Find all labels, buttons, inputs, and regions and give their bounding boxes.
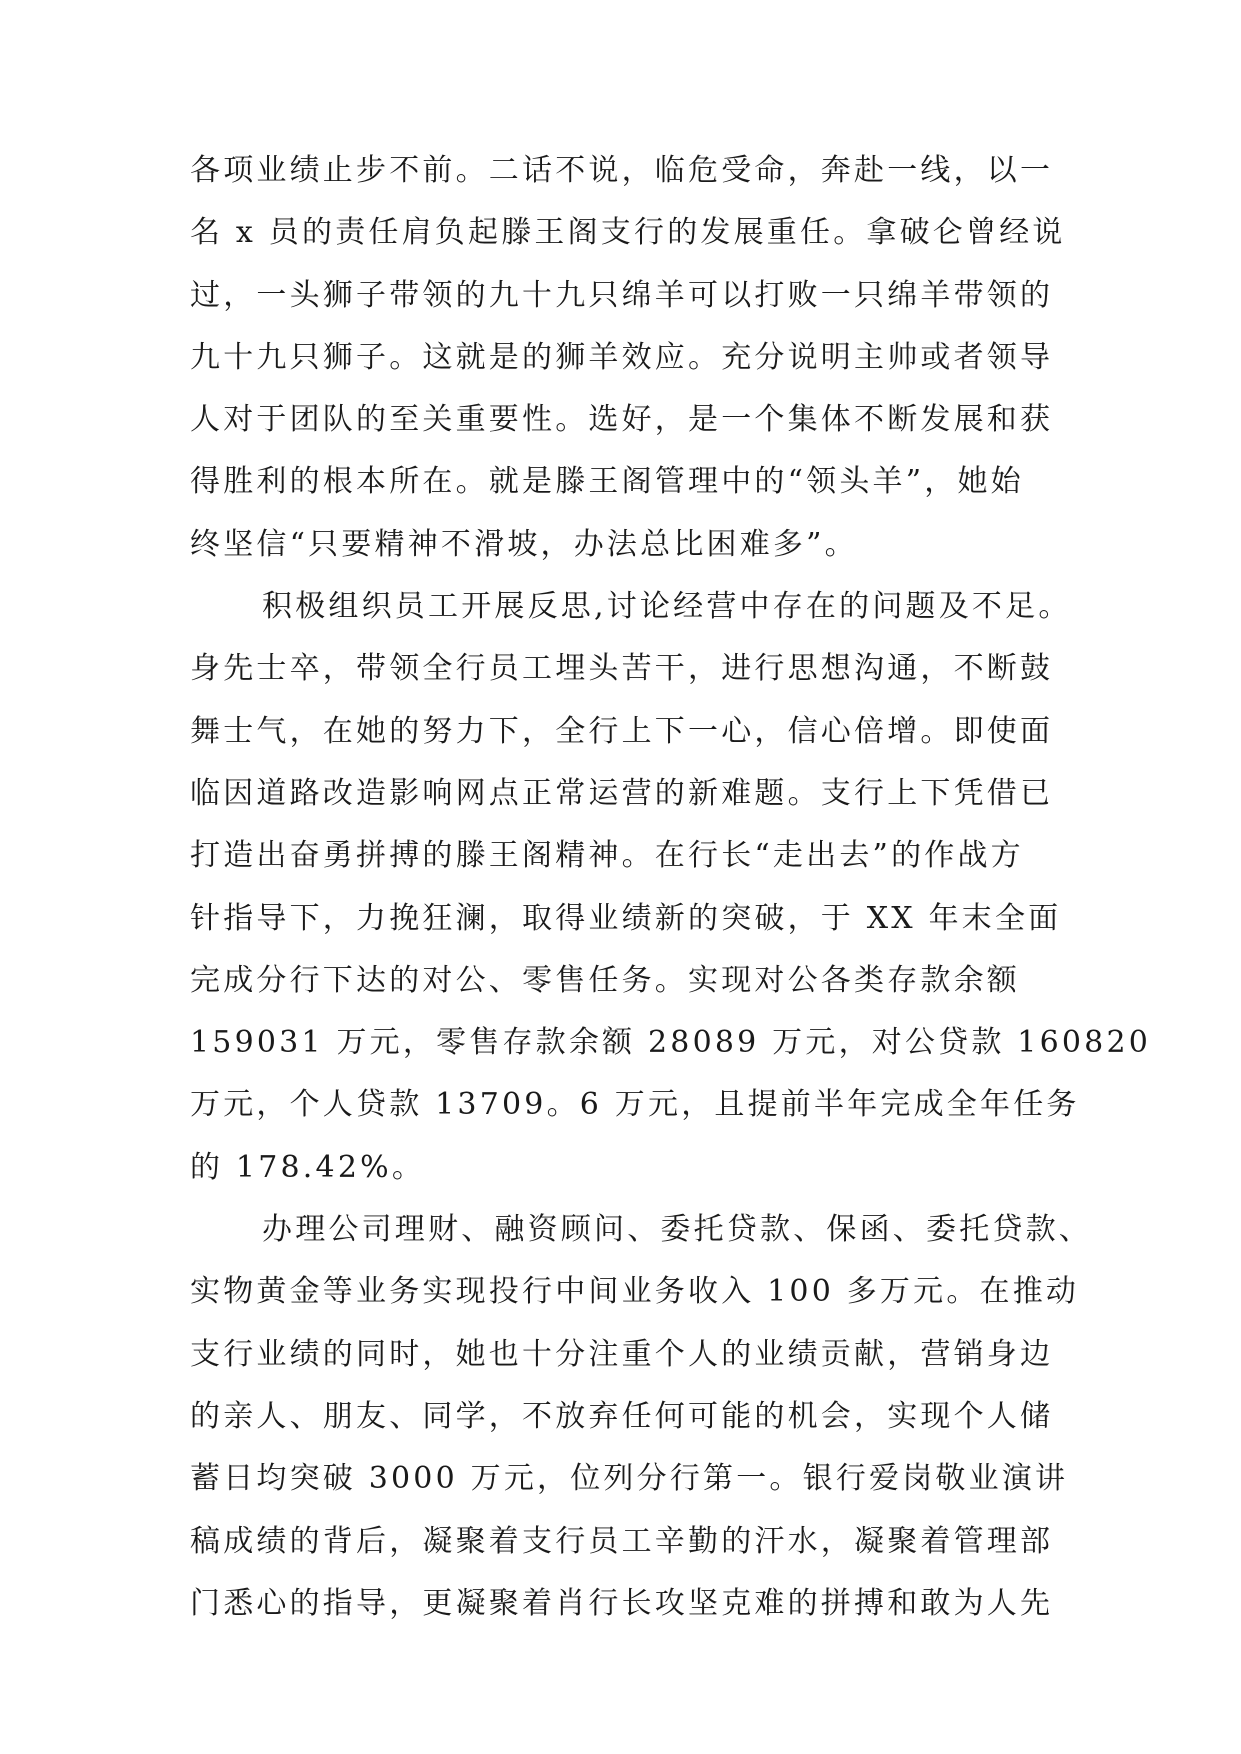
text-line-11: 临因道路改造影响网点正常运营的新难题。支行上下凭借已 (190, 775, 1054, 811)
text-line-14: 完成分行下达的对公、零售任务。实现对公各类存款余额 (190, 962, 1020, 998)
text-line-19: 实物黄金等业务实现投行中间业务收入 100 多万元。在推动 (190, 1274, 1080, 1310)
text-line-7: 终坚信“只要精神不滑坡，办法总比困难多”。 (190, 526, 858, 562)
text-line-2: 名 x 员的责任肩负起滕王阁支行的发展重任。拿破仑曾经说 (190, 215, 1066, 251)
text-line-9: 身先士卒，带领全行员工埋头苦干，进行思想沟通，不断鼓 (190, 651, 1054, 687)
text-line-21: 的亲人、朋友、同学，不放弃任何可能的机会，实现个人储 (190, 1398, 1054, 1434)
text-line-23: 稿成绩的背后，凝聚着支行员工辛勤的汗水，凝聚着管理部 (190, 1523, 1054, 1559)
text-line-17: 的 178.42%。 (190, 1149, 426, 1185)
text-line-4: 九十九只狮子。这就是的狮羊效应。充分说明主帅或者领导 (190, 339, 1054, 375)
text-line-24: 门悉心的指导，更凝聚着肖行长攻坚克难的拼搏和敢为人先 (190, 1585, 1054, 1621)
text-line-12: 打造出奋勇拼搏的滕王阁精神。在行长“走出去”的作战方 (190, 838, 1024, 874)
text-line-18: 办理公司理财、融资顾问、委托贷款、保函、委托贷款、 (262, 1212, 1092, 1248)
text-line-6: 得胜利的根本所在。就是滕王阁管理中的“领头羊”，她始 (190, 464, 1024, 500)
text-line-13: 针指导下，力挽狂澜，取得业绩新的突破，于 XX 年末全面 (190, 900, 1062, 936)
text-line-15: 159031 万元，零售存款余额 28089 万元，对公贷款 160820 (190, 1025, 1152, 1061)
body-text (190, 140, 1152, 1635)
text-line-10: 舞士气，在她的努力下，全行上下一心，信心倍增。即使面 (190, 713, 1054, 749)
text-line-8: 积极组织员工开展反思,讨论经营中存在的问题及不足。 (262, 589, 1072, 625)
text-line-1: 各项业绩止步不前。二话不说，临危受命，奔赴一线，以一 (190, 153, 1054, 188)
text-line-5: 人对于团队的至关重要性。选好，是一个集体不断发展和获 (190, 402, 1054, 438)
text-line-22: 蓄日均突破 3000 万元，位列分行第一。银行爱岗敬业演讲 (190, 1461, 1069, 1497)
text-line-3: 过，一头狮子带领的九十九只绵羊可以打败一只绵羊带领的 (190, 277, 1054, 313)
text-line-20: 支行业绩的同时，她也十分注重个人的业绩贡献，营销身边 (190, 1336, 1054, 1372)
text-line-16: 万元，个人贷款 13709。6 万元，且提前半年完成全年任务 (190, 1087, 1080, 1123)
